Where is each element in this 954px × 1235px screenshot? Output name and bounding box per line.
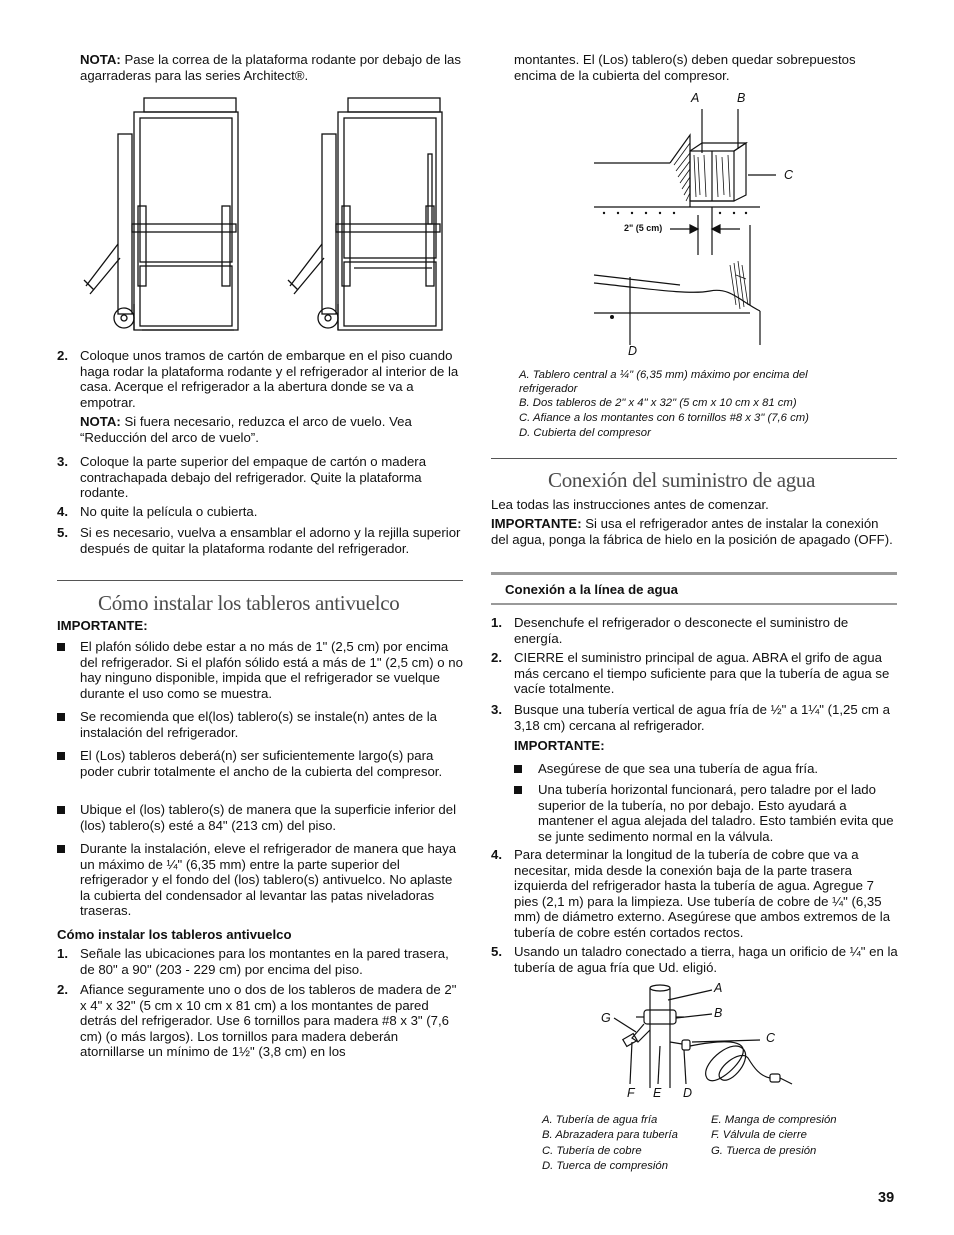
section-heading-antitip: Cómo instalar los tableros antivuelco	[98, 591, 400, 615]
step-number: 2.	[491, 650, 502, 665]
step-4-text: No quite la película o cubierta.	[80, 504, 258, 519]
bullet-icon	[514, 786, 522, 794]
nota-dolly	[80, 52, 465, 83]
figure-label-e: E	[653, 1086, 662, 1100]
step-2-nota	[80, 414, 465, 445]
install-step-1: Señale las ubicaciones para los montantes en la pared trasera, de 80" a 90" (203 - 229 cm) por encima del piso.	[80, 946, 449, 977]
step-2-text: Coloque unos tramos de cartón de embarque en el piso cuando haga rodar la plataforma rodante y el refrigerador al interior de la casa. Acerque el refrigerador a la abertura donde se va a empotrar.	[80, 348, 459, 410]
figure-caption: F. Válvula de cierre	[711, 1129, 807, 1141]
install-step-2: Afiance seguramente uno o dos de los tableros de madera de 2" x 4" x 32" (5 cm x 10 cm x 81 cm) a los montantes de pared detrás del refrigerador. Use 6 tornillos para madera #8 x 3" (7,6 cm) (o más largos). Los tornillos para madera deberán atornillarse un mínimo de 1½" (3,8 cm) en los	[80, 982, 457, 1060]
subheading-bar	[491, 603, 897, 605]
bullet-icon	[57, 845, 65, 853]
step-number: 1.	[491, 615, 502, 630]
important-label: IMPORTANTE:	[514, 738, 605, 753]
subheading-antitip: Cómo instalar los tableros antivuelco	[57, 927, 292, 942]
nota-label: NOTA:	[80, 52, 121, 67]
figure-caption: C. Tubería de cobre	[542, 1145, 642, 1157]
step-number: 4.	[491, 847, 502, 862]
antitip-board-illustration	[590, 105, 780, 345]
important-label: IMPORTANTE:	[57, 618, 148, 633]
section-divider	[491, 458, 897, 459]
step-3-text: Coloque la parte superior del empaque de cartón o madera contrachapada debajo del refrigerador. Quite la plataforma rodante.	[80, 454, 427, 501]
figure-label-c: C	[784, 168, 794, 182]
figure-label-c: C	[766, 1031, 776, 1045]
figure-caption: D. Cubierta del compresor	[519, 427, 651, 439]
water-step-4: Para determinar la longitud de la tubería de cobre que va a necesitar, mida desde la conexión baja de la parte trasera izquierda del refrigerador hasta la tubería de agua. Agregue 7 pies (2,1 m) para la limpieza. Use tubería de cobre de ¼" (6,35 mm) de diámetro externo. Asegúrese que ambos extremos de la tubería de cobre estén cortados rectos.	[514, 847, 891, 940]
step-number: 4.	[57, 504, 68, 519]
figure-label-f: F	[627, 1086, 635, 1100]
intro-text: Lea todas las instrucciones antes de comenzar.	[491, 497, 769, 512]
step-number: 3.	[491, 702, 502, 717]
bullet-item: Se recomienda que el(los) tablero(s) se instale(n) antes de la instalación del refrigerador.	[80, 709, 437, 740]
figure-caption: A. Tubería de agua fría	[542, 1114, 658, 1126]
nota-label: NOTA:	[80, 414, 121, 429]
bullet-icon	[57, 713, 65, 721]
nota-text: Pase la correa de la plataforma rodante por debajo de las agarraderas para las series Architect®.	[80, 52, 461, 83]
bullet-icon	[57, 806, 65, 814]
bullet-item: El (Los) tableros deberá(n) ser suficientemente largo(s) para poder cubrir totalmente el ancho de la cubierta del compresor.	[80, 748, 443, 779]
subheading-bar	[491, 572, 897, 575]
bullet-item: Ubique el (los) tablero(s) de manera que la superficie inferior del (los) tablero(s) esté a 84" (213 cm) del piso.	[80, 802, 457, 833]
figure-caption: B. Dos tableros de 2" x 4" x 32" (5 cm x 10 cm x 81 cm)	[519, 397, 797, 409]
bullet-item: Asegúrese de que sea una tubería de agua fría.	[538, 761, 819, 776]
figure-caption: E. Manga de compresión	[711, 1114, 837, 1126]
figure-caption: G. Tuerca de presión	[711, 1145, 817, 1157]
bullet-item: El plafón sólido debe estar a no más de 1" (2,5 cm) por encima del refrigerador. Si el plafón sólido está a más de 1" (2,5 cm) o no hay ninguno disponible, impida que el refrigerador se vuelque durante el uso como se muestra.	[80, 639, 463, 701]
dimension-label: 2" (5 cm)	[624, 223, 663, 233]
step-5-text: Si es necesario, vuelva a ensamblar el adorno y la rejilla superior después de quitar la plataforma rodante del refrigerador.	[80, 525, 461, 556]
step-number: 1.	[57, 946, 68, 961]
step-number: 5.	[491, 944, 502, 959]
refrigerator-dolly-illustration	[72, 94, 452, 334]
bullet-icon	[57, 752, 65, 760]
section-divider	[57, 580, 463, 581]
figure-label-g: G	[601, 1011, 611, 1025]
figure-label-d: D	[628, 344, 638, 358]
water-step-1: Desenchufe el refrigerador o desconecte el suministro de energía.	[514, 615, 849, 646]
figure-label-b: B	[737, 91, 746, 105]
figure-label-a: A	[714, 981, 723, 995]
water-step-2: CIERRE el suministro principal de agua. ABRA el grifo de agua más cercano el tiempo suficiente para que la tubería de agua se vacíe totalmente.	[514, 650, 890, 697]
figure-caption: A. Tablero central a ¼" (6,35 mm) máximo por encima del refrigerador	[519, 369, 808, 395]
section-heading-water: Conexión del suministro de agua	[548, 468, 816, 492]
water-step-5: Usando un taladro conectado a tierra, haga un orificio de ¼" en la tubería de agua fría que Ud. eligió.	[514, 944, 898, 975]
bullet-icon	[57, 643, 65, 651]
continuation-text: montantes. El (Los) tablero(s) deben quedar sobrepuestos encima de la cubierta del compresor.	[514, 52, 856, 83]
figure-caption: B. Abrazadera para tubería	[542, 1129, 678, 1141]
figure-label-d: D	[683, 1086, 693, 1100]
step-number: 2.	[57, 348, 68, 363]
step-number: 2.	[57, 982, 68, 997]
important-note	[491, 516, 897, 547]
figure-label-b: B	[714, 1006, 723, 1020]
step-number: 5.	[57, 525, 68, 540]
important-text: Si usa el refrigerador antes de instalar la conexión del agua, ponga la fábrica de hielo en la posición de apagado (OFF).	[491, 516, 893, 547]
subheading-water-line: Conexión a la línea de agua	[505, 582, 678, 597]
page-number: 39	[878, 1190, 895, 1206]
bullet-item: Durante la instalación, eleve el refrigerador de manera que haya un máximo de ¼" (6,35 mm) entre la parte superior del refrigerador y el fondo del (los) tablero(s) antivuelco. No aplaste la cubierta del condensador al levantar las patas niveladoras traseras.	[80, 841, 457, 919]
important-label: IMPORTANTE:	[491, 516, 582, 531]
figure-label-a: A	[691, 91, 700, 105]
figure-caption: C. Afiance a los montantes con 6 tornillos #8 x 3" (7,6 cm)	[519, 412, 809, 424]
bullet-icon	[514, 765, 522, 773]
nota-text: Si fuera necesario, reduzca el arco de vuelo. Vea “Reducción del arco de vuelo”.	[80, 414, 412, 445]
bullet-item: Una tubería horizontal funcionará, pero taladre por el lado superior de la tubería, no por debajo. Esto ayudará a mantener el agua alejada del taladro. Esto también evita que se junte sedimento normal en la válvula.	[538, 782, 894, 844]
figure-caption: D. Tuerca de compresión	[542, 1160, 668, 1172]
step-number: 3.	[57, 454, 68, 469]
water-step-3: Busque una tubería vertical de agua fría de ½" a 1¼" (1,25 cm a 3,18 cm) cercana al refrigerador.	[514, 702, 890, 733]
